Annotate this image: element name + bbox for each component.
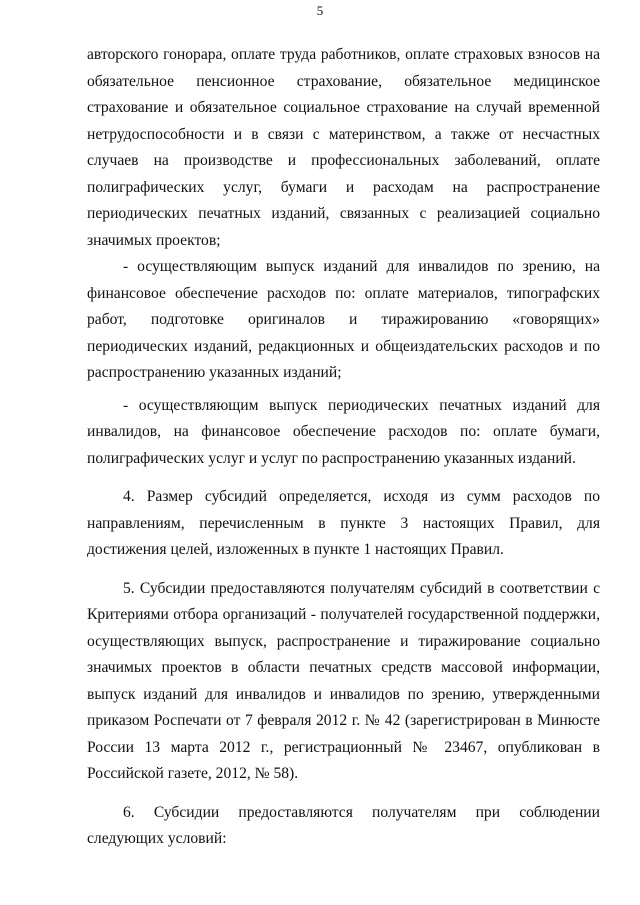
document-body [87, 42, 600, 853]
page-number: 5 [316, 3, 324, 18]
paragraph-item-5: 5. Субсидии предоставляются получателям субсидий в соответствии с Критериями отбора организаций - получателей государственной поддержки, осуществляющих выпуск, распространение и тиражирование социально значимых проектов в области печатных средств массовой информации, выпуск изданий для инвалидов и инвалидов по зрению, утвержденными приказом Роспечати от 7 февраля 2012 г. № 42 (зарегистрирован в Минюсте России 13 марта 2012 г., регистрационный № 23467, опубликован в Российской газете, 2012, № 58). [87, 579, 600, 782]
paragraph-list-item-disabled-editions: - осуществляющим выпуск периодических печатных изданий для инвалидов, на финансовое обеспечение расходов по: оплате бумаги, полиграфических услуг и услуг по распространению указанных изданий. [87, 396, 600, 467]
paragraph-item-6: 6. Субсидии предоставляются получателям при соблюдении следующих условий: [87, 803, 600, 847]
paragraph-item-4: 4. Размер субсидий определяется, исходя из сумм расходов по направлениям, перечисленным в пункте 3 настоящих Правил, для достижения целей, изложенных в пункте 1 настоящих Правил. [87, 488, 600, 558]
paragraph-continuation: авторского гонорара, оплате труда работников, оплате страховых взносов на обязательное пенсионное страхование, обязательное медицинское страхование и обязательное социальное страхование на случай временной нетрудоспособности и в связи с материнством, а также от несчастных случаев на производстве и профессиональных заболеваний, оплате полиграфических услуг, бумаги и расходам на распространение периодических печатных изданий, связанных с реализацией социально значимых проектов; [87, 46, 600, 249]
paragraph-list-item-blind-editions: - осуществляющим выпуск изданий для инвалидов по зрению, на финансовое обеспечение расходов по: оплате материалов, типографских работ, подготовке оригиналов и тиражированию «говорящих» периодических изданий, редакционных и общеиздательских расходов и по распространению указанных изданий; [87, 258, 600, 381]
